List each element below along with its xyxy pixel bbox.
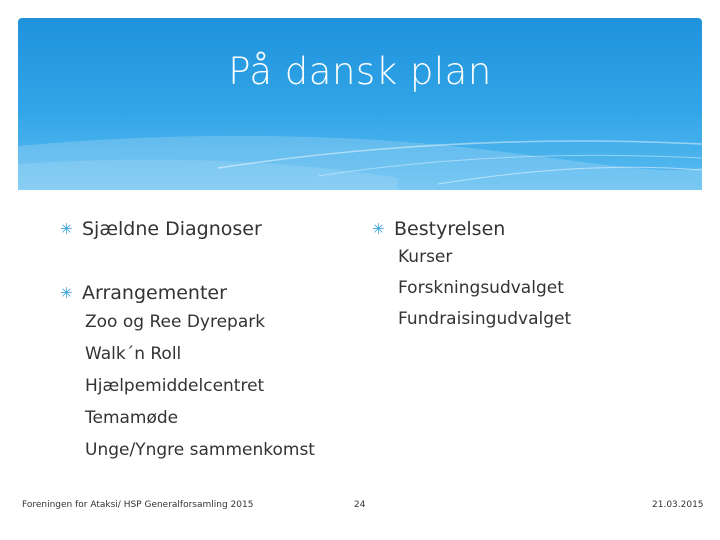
list-item-bestyrelsen <box>372 218 571 240</box>
footer-date: 21.03.2015 <box>652 500 704 510</box>
title-header-band <box>18 18 702 190</box>
left-column <box>60 218 315 466</box>
bullet-label: Arrangementer <box>82 282 227 304</box>
sub-item: Unge/Yngre sammenkomst <box>85 440 315 460</box>
wave-decoration <box>18 18 702 190</box>
sub-item: Walk´n Roll <box>85 344 182 364</box>
sub-item: Kurser <box>398 247 453 267</box>
asterisk-bullet-icon: ✳ <box>372 220 385 238</box>
sub-item: Forskningsudvalget <box>398 278 564 298</box>
list-item-arrangementer <box>60 282 315 304</box>
bestyrelsen-sublist <box>398 242 571 335</box>
right-column <box>372 218 571 335</box>
footer-organization: Foreningen for Ataksi/ HSP Generalforsamling 2015 <box>22 500 254 510</box>
list-item-sjaeldne-diagnoser <box>60 218 315 240</box>
sub-item: Temamøde <box>85 408 179 428</box>
sub-item: Fundraisingudvalget <box>398 309 572 329</box>
sub-item: Zoo og Ree Dyrepark <box>85 312 266 332</box>
asterisk-bullet-icon: ✳ <box>60 220 73 238</box>
arrangementer-sublist <box>85 306 315 466</box>
page-number: 24 <box>354 500 366 510</box>
bullet-label: Sjældne Diagnoser <box>82 218 262 240</box>
bullet-label: Bestyrelsen <box>394 218 506 240</box>
sub-item: Hjælpemiddelcentret <box>85 376 265 396</box>
asterisk-bullet-icon: ✳ <box>60 284 73 302</box>
slide-title: På dansk plan <box>228 50 492 93</box>
